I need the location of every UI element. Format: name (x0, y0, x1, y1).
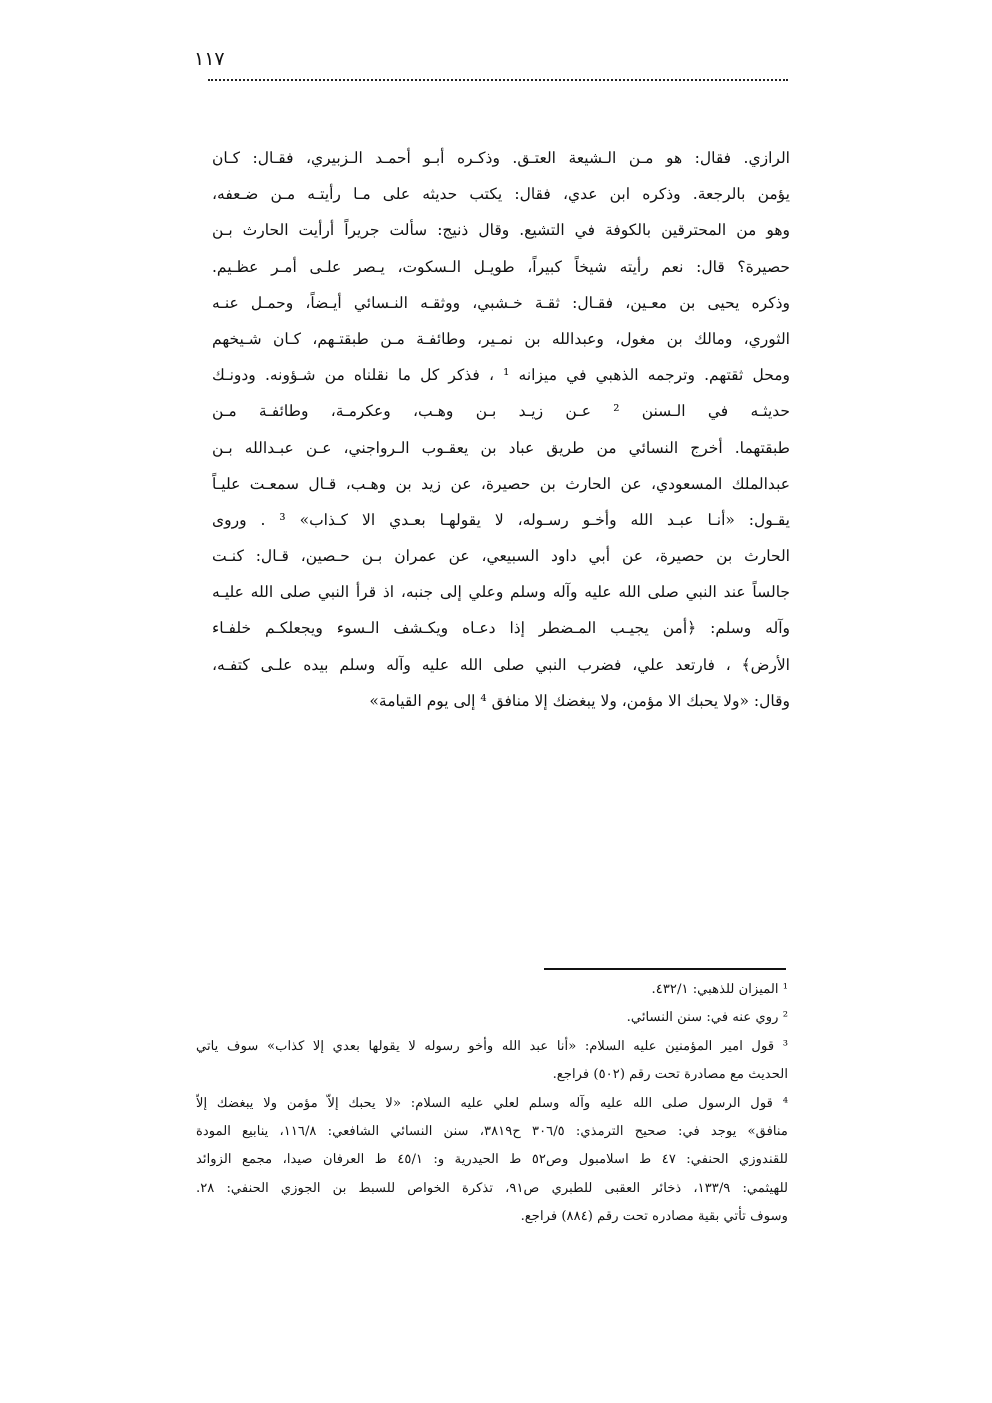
body-line: يقـول: «أنـا عبـد الله وأخـو رسـوله، لا يقولهـا بعـدي الا كـذاب» ³ . وروى (212, 510, 790, 529)
header-dotted-rule (208, 79, 788, 81)
footnote-3-continuation: الحديث مع مصادرة تحت رقم (٥٠٢) فراجع. (552, 1067, 788, 1083)
footnote-2: ² روي عنه في: سنن النسائي. (626, 1010, 788, 1026)
footnotes (196, 976, 788, 1232)
body-line: جالساً عند النبي صلى الله عليه وآله وسلم وعلي إلى جنبه، اذ قرأ النبي صلى الله عليـه (212, 583, 790, 602)
body-line: حصيرة؟ قال: نعم رأيته شيخاً كبيراً، طويـل الـسكوت، يـصر علـى أمـر عظـيم. (212, 257, 790, 276)
body-line: الحارث بن حصيرة، عن أبي داود السبيعي، عن عمران بـن حـصين، قـال: كنـت (212, 547, 790, 566)
body-line: عبدالملك المسعودي، عن الحارث بن حصيرة، عن زيد بن وهـب، قـال سمعـت عليـاً (212, 474, 790, 493)
page-number: ١١٧ (194, 48, 225, 70)
footnote-1: ¹ الميزان للذهبي: ٤٣٢/١. (651, 982, 788, 997)
body-line: الرازي. فقال: هو مـن الـشيعة العتـق. وذكـره أبـو أحمـد الـزبيري، فقـال: كـان (212, 149, 790, 167)
footnote-4-continuation: للهيثمي: ١٣٣/٩، ذخائر العقبى للطبري ص٩١، تذكرة الخواص للسبط بن الجوزي الحنفي: ٢٨. (196, 1180, 788, 1196)
footnote-separator (544, 968, 786, 970)
body-line: وذكره يحيى بن معـين، فقـال: ثقـة خـشبي، ووثقـه النـسائي أيـضاً، وحمـل عنـه (212, 293, 790, 312)
main-text (212, 140, 790, 719)
footnote-4-continuation: للقندوزي الحنفي: ٤٧ ط اسلامبول وص٥٢ ط الحيدرية و: ٤٥/١ ط العرفان صيدا، مجمع الزوائد (196, 1152, 788, 1168)
body-line: وهو من المحترقين بالكوفة في التشيع. وقال ذنيج: سألت جريراً أرأيت الحارث بـن (212, 221, 790, 240)
footnote-3: ³ قول امير المؤمنين عليه السلام: «أنا عبد الله وأخو رسوله لا يقولها بعدي إلا كذاب» سوف ياتي (196, 1038, 788, 1054)
body-line: وقال: «ولا يحبك الا مؤمن، ولا يبغضك إلا منافق ⁴ إلى يوم القيامة» (369, 691, 790, 710)
footnote-4-continuation: وسوف تأتي بقية مصادره تحت رقم (٨٨٤) فراجع. (520, 1209, 788, 1225)
body-line: الثوري، ومالك بن مغول، وعبدالله بن نمـير، وطائفـة مـن طبقتـهم، كـان شـيخهم (212, 329, 790, 348)
footnote-4: ⁴ قول الرسول صلى الله عليه وآله وسلم لعلي عليه السلام: «لا يحبك إلاّ مؤمن ولا يبغضك إلاّ (196, 1095, 788, 1111)
body-line: ومحل ثقتهم. وترجمه الذهبي في ميزانه ¹ ، فذكر كل ما نقلناه من شـؤونه. ودونـك (212, 366, 790, 385)
body-line: يؤمن بالرجعة. وذكره ابن عدي، فقال: يكتب حديثه على مـا رأيتـه مـن ضـعفه، (212, 185, 790, 204)
body-line: وآله وسلم: ﴿أمن يجيـب المـضطر إذا دعـاه ويكـشف الـسوء ويجعلكـم خلفـاء (212, 619, 790, 638)
body-line: الأرض﴾ ، فارتعد علي، فضرب النبي صلى الله عليه وآله وسلم بيده علـى كتفـه، (212, 655, 790, 674)
body-line: طبقتهما. أخرج النسائي من طريق عباد بن يعقـوب الـرواجني، عـن عبـدالله بـن (212, 438, 790, 457)
body-line: حديثـه في الـسنن ² عـن زيـد بـن وهـب، وعكرمـة، وطائفـة مـن (212, 402, 790, 421)
footnote-4-continuation: منافق» يوجد في: صحيح الترمذي: ٣٠٦/٥ ح٣٨١٩، سنن النسائي الشافعي: ١١٦/٨، ينابيع المودة (196, 1123, 788, 1139)
